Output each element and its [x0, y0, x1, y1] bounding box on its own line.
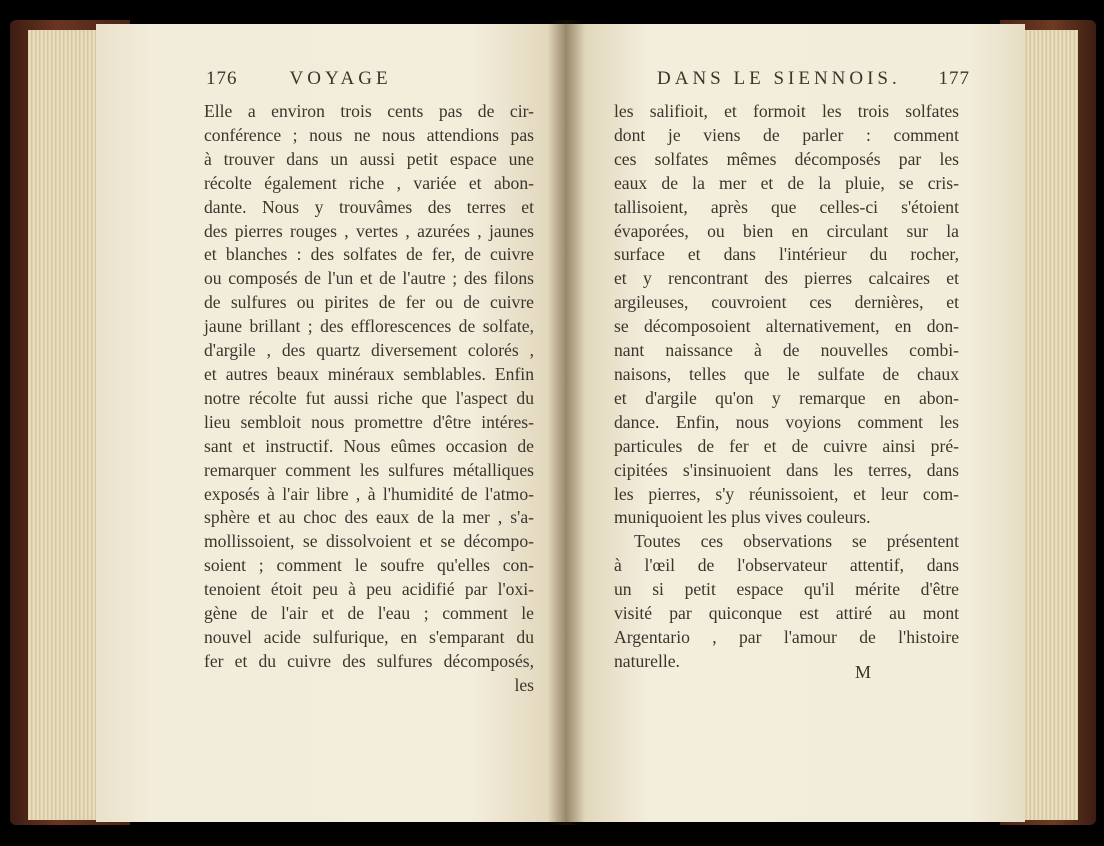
left-page	[96, 24, 566, 822]
text-line: et y rencontrant des pierres calcaires et	[614, 268, 959, 289]
text-line: sant et instructif. Nous eûmes occasion de	[204, 435, 534, 456]
text-line: de sulfures ou pirites de fer ou de cuivre	[204, 292, 534, 313]
text-line: cipitées s'insinuoient dans les terres, dans	[614, 459, 959, 480]
text-line: dante. Nous y trouvâmes des terres et	[204, 196, 534, 217]
catchword: les	[514, 674, 534, 695]
text-line: des pierres rouges , vertes , azurées , jaunes	[204, 220, 534, 241]
text-line: Argentario , par l'amour de l'histoire	[614, 626, 959, 647]
text-line: remarquer comment les sulfures métalliques	[204, 459, 534, 480]
left-page-number: 176	[206, 68, 238, 89]
right-page-edges	[1018, 30, 1078, 820]
text-line: particules de fer et de cuivre ainsi pré-	[614, 435, 959, 456]
text-line: à trouver dans un aussi petit espace une	[204, 148, 534, 169]
text-line: gène de l'air et de l'eau ; comment le	[204, 603, 534, 624]
text-line: fer et du cuivre des sulfures décomposés,	[204, 650, 534, 671]
text-line: dont je viens de parler : comment	[614, 124, 959, 145]
text-line: nouvel acide sulfurique, en s'emparant du	[204, 626, 534, 647]
text-line: soient ; comment le soufre qu'elles con-	[204, 555, 534, 576]
left-running-head	[96, 68, 566, 90]
text-line: notre récolte fut aussi riche que l'aspect du	[204, 387, 534, 408]
signature-mark: M	[855, 662, 872, 682]
text-line: récolte également riche , variée et abon-	[204, 172, 534, 193]
text-line: ou composés de l'un et de l'autre ; des filons	[204, 268, 534, 289]
text-line: exposés à l'air libre , à l'humidité de l'atmo-	[204, 483, 534, 504]
text-line: et blanches : des solfates de fer, de cuivre	[204, 244, 534, 265]
text-line: eaux de la mer et de la pluie, se cris-	[614, 172, 959, 193]
text-line: un si petit espace qu'il mérite d'être	[614, 579, 959, 600]
right-page	[565, 24, 1025, 822]
text-line: et d'argile qu'on y remarque en abon-	[614, 387, 959, 408]
text-line: nant naissance à de nouvelles combi-	[614, 340, 959, 361]
text-line: muniquoient les plus vives couleurs.	[614, 507, 871, 528]
right-body-text	[614, 100, 959, 674]
text-line: jaune brillant ; des efflorescences de solfate,	[204, 316, 534, 337]
gutter-shadow	[548, 20, 584, 825]
right-page-number: 177	[938, 68, 970, 89]
text-line: les pierres, s'y réunissoient, et leur com-	[614, 483, 959, 504]
text-line: se décomposoient alternativement, en don-	[614, 316, 959, 337]
text-line: tenoient étoit peu à peu acidifié par l'oxi-	[204, 579, 534, 600]
text-line: lieu sembloit nous promettre d'être intéres-	[204, 411, 534, 432]
text-line: à l'œil de l'observateur attentif, dans	[614, 555, 959, 576]
text-line: naturelle.	[614, 650, 680, 671]
left-running-title: VOYAGE	[289, 68, 392, 89]
text-line: surface et dans l'intérieur du rocher,	[614, 244, 959, 265]
text-line: sphère et au choc des eaux de la mer , s'a-	[204, 507, 534, 528]
text-line: d'argile , des quartz diversement colorés ,	[204, 340, 534, 361]
right-running-head	[565, 68, 1025, 90]
text-line: Toutes ces observations se présentent	[634, 531, 959, 552]
right-running-title: DANS LE SIENNOIS.	[657, 68, 901, 89]
text-line: visité par quiconque est attiré au mont	[614, 603, 959, 624]
text-line: et autres beaux minéraux semblables. Enfin	[204, 363, 534, 384]
text-line: dance. Enfin, nous voyions comment les	[614, 411, 959, 432]
text-line: naisons, telles que le sulfate de chaux	[614, 363, 959, 384]
text-line: les salifioit, et formoit les trois solfates	[614, 101, 959, 121]
text-line: Elle a environ trois cents pas de cir-	[204, 101, 534, 121]
text-line: conférence ; nous ne nous attendions pas	[204, 124, 534, 145]
text-line: ces solfates mêmes décomposés par les	[614, 148, 959, 169]
text-line: évaporées, ou bien en circulant sur la	[614, 220, 959, 241]
text-line: mollissoient, se dissolvoient et se décompo-	[204, 531, 534, 552]
text-line: argileuses, couvroient ces dernières, et	[614, 292, 959, 313]
left-body-text	[204, 100, 534, 698]
text-line: tallisoient, après que celles-ci s'étoient	[614, 196, 959, 217]
